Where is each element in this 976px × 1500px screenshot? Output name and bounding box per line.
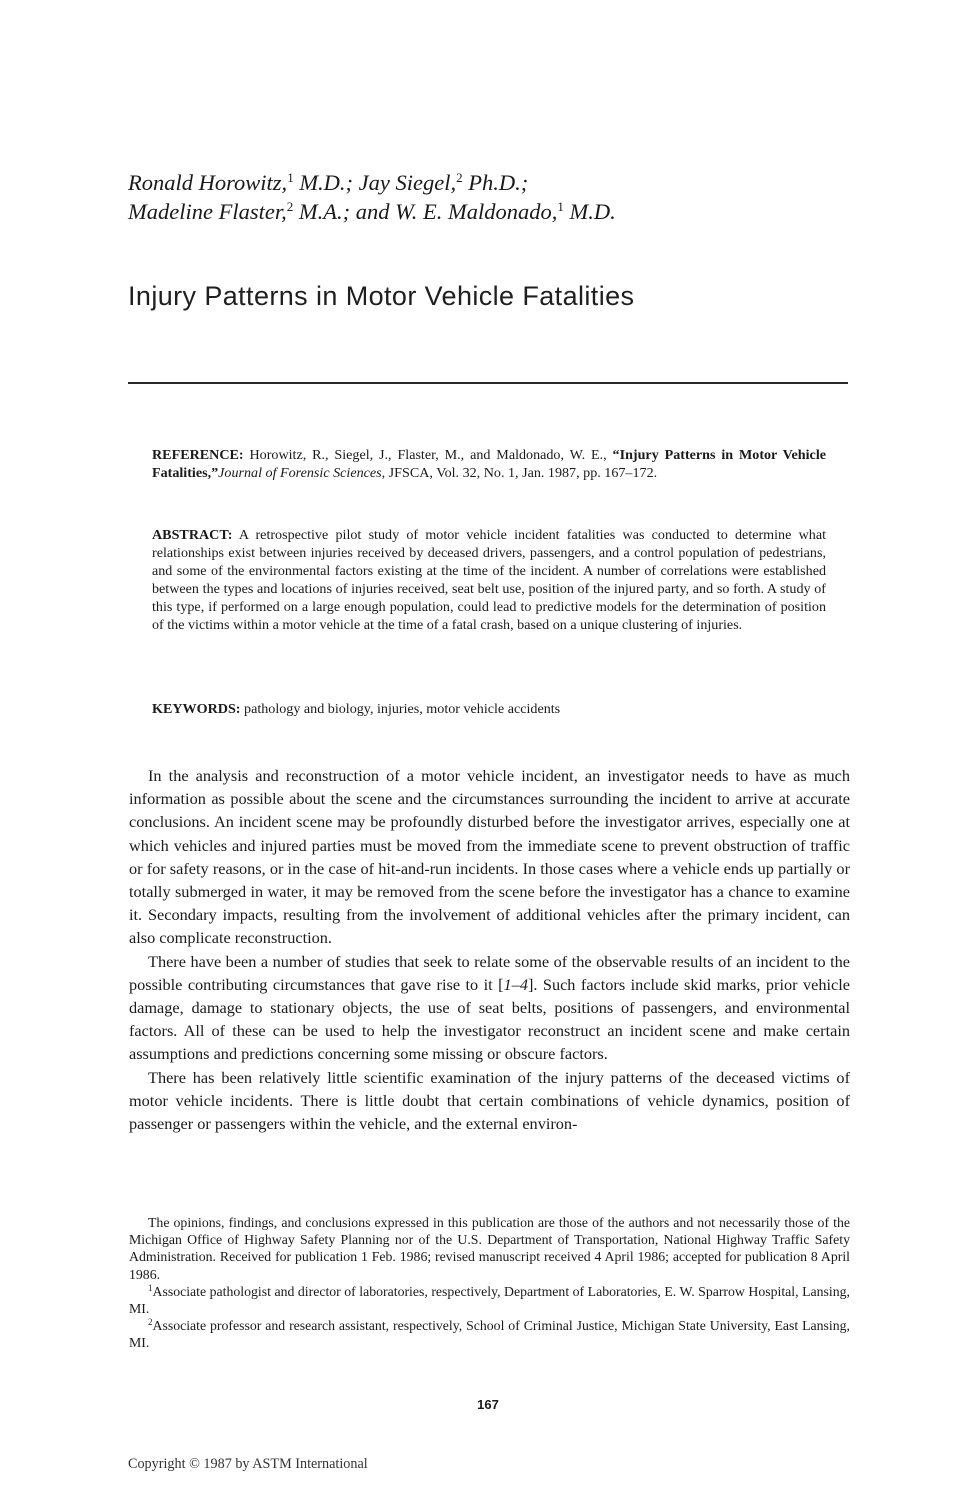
footnote-1 xyxy=(129,1283,850,1317)
paragraph-text: ]. Such factors include skid marks, prior vehicle damage, damage to stationary objects, the use of seat belts, positions of passengers, and environmental factors. All of these can be used to help the investigator reconstruct an incident scene and make certain assumptions and predictions concerning some missing or obscure factors. xyxy=(129,974,850,1064)
reference-authors: Horowitz, R., Siegel, J., Flaster, M., and Maldonado, W. E., xyxy=(243,447,613,463)
body-paragraph-3: There has been relatively little scientific examination of the injury patterns of the deceased victims of motor vehicle incidents. There is little doubt that certain combinations of vehicle dynamics, position of passenger or passengers within the vehicle, and the external environ- xyxy=(129,1067,850,1134)
author-name: Ronald Horowitz, xyxy=(128,170,288,195)
paragraph-text: There have been a number of studies that seek to relate some of the observable results of an incident to the possible contributing circumstances that gave rise to it [ xyxy=(129,951,850,994)
keywords-text: pathology and biology, injuries, motor vehicle accidents xyxy=(240,701,561,717)
affiliation-marker: 1 xyxy=(287,170,294,185)
abstract-text: A retrospective pilot study of motor vehicle incident fatalities was conducted to determine what relationships exist between injuries received by deceased drivers, passengers, and a control population of pedestrians, and some of the environmental factors existing at the time of the incident. A number of correlations were established between the types and locations of injuries received, seat belt use, position of the injured party, and so forth. A study of this type, if performed on a large enough population, could lead to predictive models for the determination of position of the victims within a motor vehicle at the time of a fatal crash, based on a unique clustering of injuries. xyxy=(152,527,826,633)
affiliation-marker: 1 xyxy=(557,199,564,214)
affiliation-marker: 2 xyxy=(286,199,294,214)
footnotes xyxy=(129,1214,850,1352)
author-line-1 xyxy=(128,168,888,197)
author-name: Jay Siegel, xyxy=(358,170,457,195)
author-degree: Ph.D.; xyxy=(462,170,529,195)
reference-citation xyxy=(152,446,826,482)
footnote-marker: 1 xyxy=(148,1282,153,1293)
abstract-label: ABSTRACT: xyxy=(152,527,233,543)
affiliation-marker: 2 xyxy=(456,170,463,185)
article-title: Injury Patterns in Motor Vehicle Fatalities xyxy=(128,281,635,311)
author-line-2 xyxy=(128,197,888,226)
author-degree: M.A.; and xyxy=(293,199,396,224)
abstract xyxy=(152,526,826,634)
reference-label: REFERENCE: xyxy=(152,447,244,463)
footnote-disclaimer: The opinions, findings, and conclusions expressed in this publication are those of the authors and not necessarily those of the Michigan Office of Highway Safety Planning nor of the U.S. Department of Transportation, National Highway Traffic Safety Administration. Received for publication 1 Feb. 1986; revised manuscript received 4 April 1986; accepted for publication 8 April 1986. xyxy=(129,1215,850,1282)
author-name: Madeline Flaster, xyxy=(128,199,287,224)
citation-reference: 1–4 xyxy=(503,974,528,994)
page-number: 167 xyxy=(477,1397,499,1412)
footnote-marker: 2 xyxy=(148,1317,153,1328)
keywords xyxy=(152,700,826,718)
author-degree: M.D.; xyxy=(293,170,359,195)
copyright-notice: Copyright © 1987 by ASTM International xyxy=(128,1456,368,1472)
author-list xyxy=(128,168,888,226)
body-paragraph-1: In the analysis and reconstruction of a motor vehicle incident, an investigator needs to have as much information as possible about the scene and the circumstances surrounding the incident to arrive at accurate conclusions. An incident scene may be profoundly disturbed before the investigator arrives, especially one at which vehicles and injured parties must be moved from the immediate scene to prevent obstruction of traffic or for safety reasons, or in the case of hit-and-run incidents. In those cases where a vehicle ends up partially or totally submerged in water, it may be removed from the scene before the investigator has a chance to examine it. Secondary impacts, resulting from the involvement of additional vehicles after the primary incident, can also complicate reconstruction. xyxy=(129,766,850,948)
keywords-label: KEYWORDS: xyxy=(152,701,241,717)
reference-article-title: “Injury Patterns in Motor Vehicle Fatalities,” xyxy=(152,447,826,481)
reference-details: JFSCA, Vol. 32, No. 1, Jan. 1987, pp. 167–172. xyxy=(385,465,658,481)
article-body xyxy=(129,764,850,1135)
author-name: W. E. Maldonado, xyxy=(395,199,558,224)
footnote-text: Associate pathologist and director of laboratories, respectively, Department of Laboratories, E. W. Sparrow Hospital, Lansing, MI. xyxy=(129,1283,850,1317)
title-divider xyxy=(128,382,848,384)
footnote-text: Associate professor and research assistant, respectively, School of Criminal Justice, Michigan State University, East Lansing, MI. xyxy=(129,1318,850,1351)
footnote-2 xyxy=(129,1317,850,1351)
author-degree: M.D. xyxy=(563,199,616,224)
body-paragraph-2 xyxy=(129,950,850,1066)
reference-journal: Journal of Forensic Sciences, xyxy=(218,465,386,481)
